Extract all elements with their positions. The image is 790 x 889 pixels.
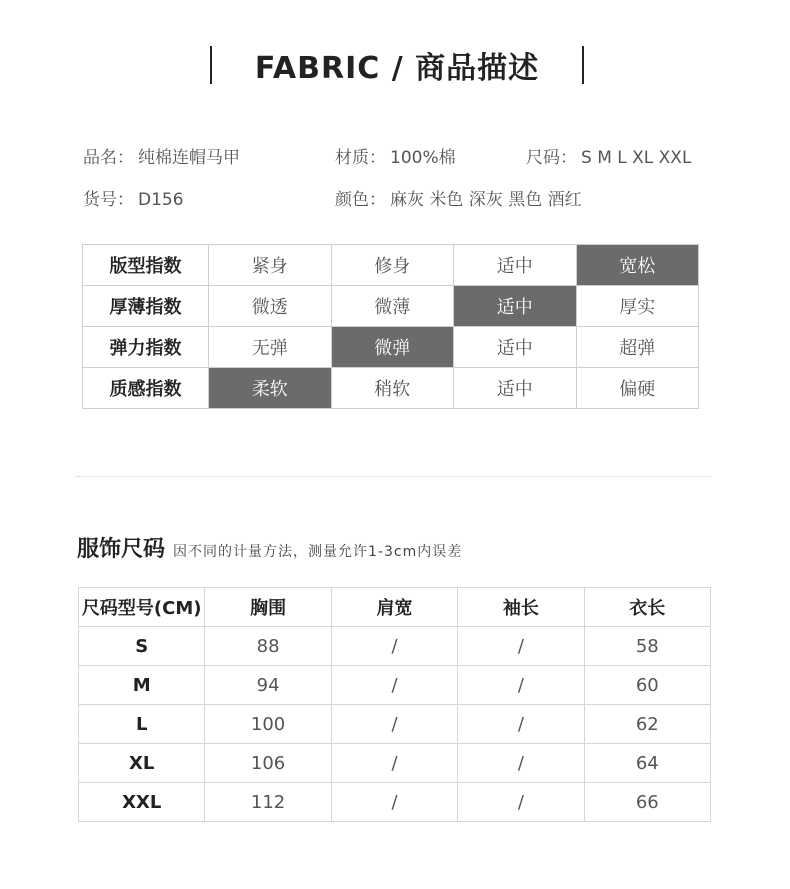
measurement-note: 因不同的计量方法，测量允许1-3cm内误差: [173, 544, 463, 560]
measurement-cell: /: [331, 705, 457, 744]
measurement-cell: /: [458, 666, 584, 705]
measurement-cell: 88: [205, 627, 331, 666]
index-option: 紧身: [209, 245, 332, 286]
product-name-value: 纯棉连帽马甲: [138, 148, 240, 168]
measurement-cell: 60: [584, 666, 710, 705]
index-option-selected: 宽松: [576, 245, 699, 286]
measurement-cell: /: [458, 705, 584, 744]
index-option: 超弹: [576, 327, 699, 368]
index-row-label: 版型指数: [83, 245, 209, 286]
product-name-field: [83, 143, 240, 168]
index-option: 适中: [454, 327, 577, 368]
page-title: FABRIC / 商品描述: [254, 51, 540, 86]
material-label: 材质：: [335, 148, 386, 168]
index-option: 厚实: [576, 286, 699, 327]
measurement-cell: 106: [205, 744, 331, 783]
table-row: [79, 627, 711, 666]
item-number-field: [83, 185, 184, 210]
measurement-cell: 62: [584, 705, 710, 744]
index-option: 偏硬: [576, 368, 699, 409]
index-row-label: 质感指数: [83, 368, 209, 409]
measurement-cell: /: [331, 783, 457, 822]
measurement-cell: /: [331, 744, 457, 783]
item-number-value: D156: [138, 190, 184, 210]
fabric-index-table: [82, 244, 699, 409]
color-label: 颜色：: [335, 190, 386, 210]
measurement-cell: /: [331, 627, 457, 666]
material-value: 100%棉: [390, 148, 456, 168]
size-label-cell: M: [79, 666, 205, 705]
size-label-cell: XXL: [79, 783, 205, 822]
index-row: [83, 245, 699, 286]
table-row: [79, 666, 711, 705]
measurement-cell: 100: [205, 705, 331, 744]
measurement-cell: 64: [584, 744, 710, 783]
index-option: 无弹: [209, 327, 332, 368]
index-option-selected: 柔软: [209, 368, 332, 409]
index-row: [83, 327, 699, 368]
measurement-cell: /: [458, 744, 584, 783]
measurement-cell: 112: [205, 783, 331, 822]
table-row: [79, 783, 711, 822]
index-option: 适中: [454, 368, 577, 409]
index-option: 微透: [209, 286, 332, 327]
index-row: [83, 368, 699, 409]
index-option: 适中: [454, 245, 577, 286]
color-value: 麻灰 米色 深灰 黑色 酒红: [390, 190, 582, 210]
table-row: [79, 744, 711, 783]
size-label-cell: L: [79, 705, 205, 744]
color-field: [335, 185, 582, 210]
size-chart-table: [78, 587, 711, 822]
index-option-selected: 适中: [454, 286, 577, 327]
size-table-header: 尺码型号(CM): [79, 588, 205, 627]
index-row-label: 厚薄指数: [83, 286, 209, 327]
material-field: [335, 143, 456, 168]
table-row: [79, 705, 711, 744]
item-number-label: 货号：: [83, 190, 134, 210]
index-row-label: 弹力指数: [83, 327, 209, 368]
size-field: [526, 143, 691, 168]
size-label-cell: S: [79, 627, 205, 666]
product-name-label: 品名：: [83, 148, 134, 168]
size-label-cell: XL: [79, 744, 205, 783]
measurement-cell: 66: [584, 783, 710, 822]
size-chart-heading: [77, 532, 462, 563]
size-table-header: 袖长: [458, 588, 584, 627]
size-table-header: 衣长: [584, 588, 710, 627]
index-option: 微薄: [331, 286, 454, 327]
measurement-cell: 58: [584, 627, 710, 666]
size-table-header: 胸围: [205, 588, 331, 627]
size-value: S M L XL XXL: [581, 148, 692, 168]
size-chart-title: 服饰尺码: [77, 537, 166, 562]
measurement-cell: /: [458, 627, 584, 666]
size-table-header: 肩宽: [331, 588, 457, 627]
index-option-selected: 微弹: [331, 327, 454, 368]
index-option: 修身: [331, 245, 454, 286]
index-option: 稍软: [331, 368, 454, 409]
title-frame: [210, 46, 584, 84]
size-label: 尺码：: [526, 148, 577, 168]
section-divider: [76, 476, 712, 477]
index-row: [83, 286, 699, 327]
measurement-cell: /: [331, 666, 457, 705]
measurement-cell: /: [458, 783, 584, 822]
measurement-cell: 94: [205, 666, 331, 705]
